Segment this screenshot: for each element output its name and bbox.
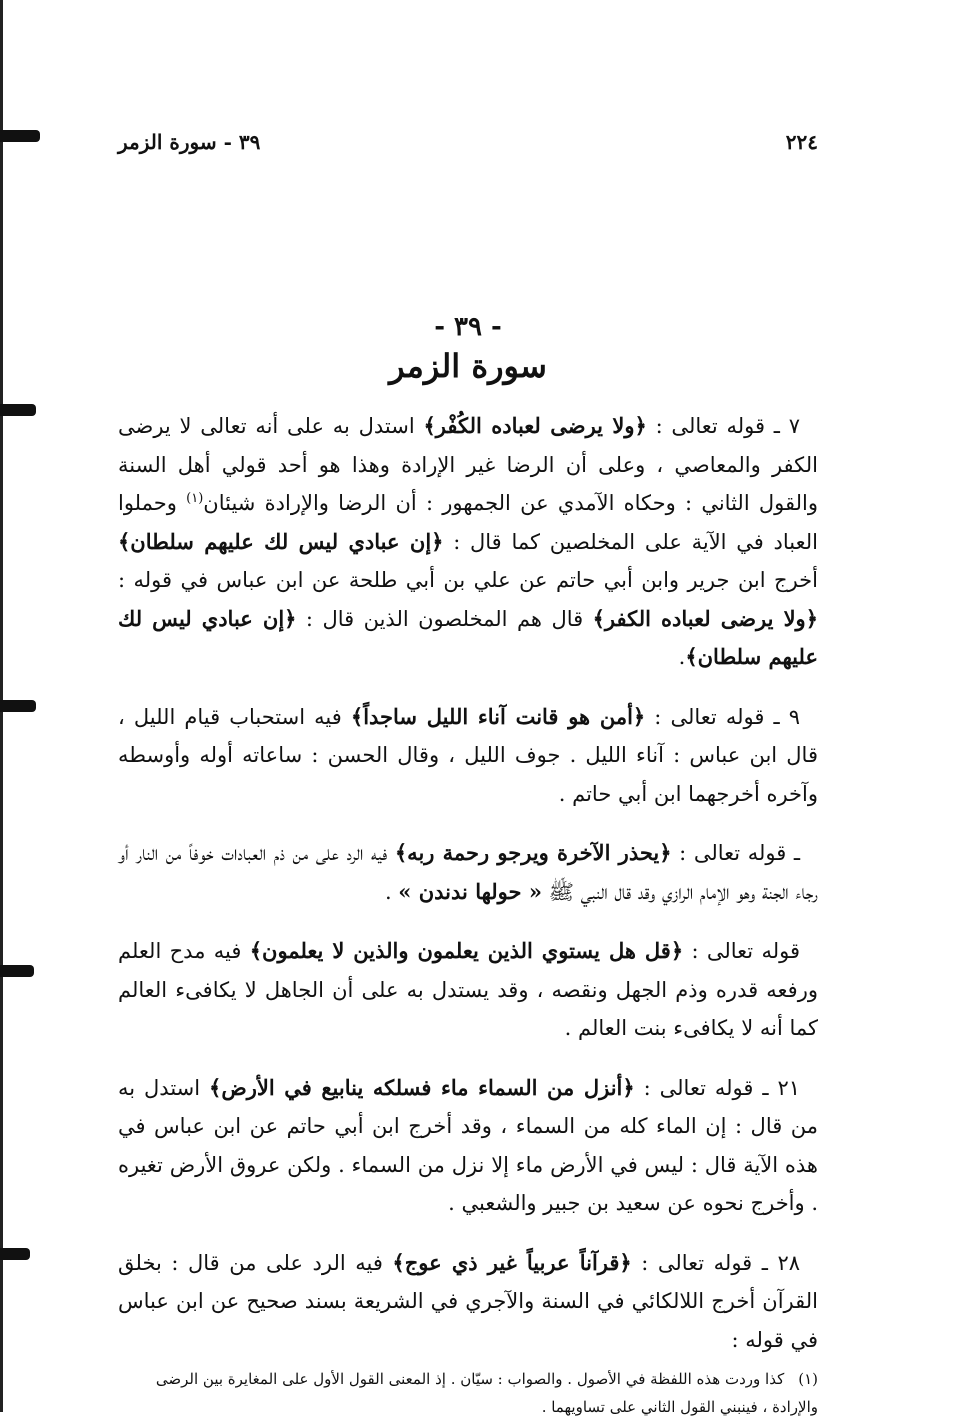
- footnote-text: كذا وردت هذه اللفظة في الأصول . والصواب : سيّان . إذ المعنى القول الأول على المغايرة بين الرضى والإرادة ، فينبني القول الثاني على تساويهما .: [155, 1370, 818, 1416]
- footnote: [118, 1365, 818, 1421]
- quran-quote: ﴿ولا يرضى لعباده الكُفْر﴾: [423, 413, 647, 438]
- footnote-number: (١): [798, 1370, 818, 1388]
- margin-mark: [0, 130, 40, 142]
- paragraph-verse-7: ٧ ـ قوله تعالى : ﴿ولا يرضى لعباده الكُفْر﴾ استدل به على أنه تعالى لا يرضى الكفر والمعاصي ، وعلى أن الرضا غير الإرادة وهذا هو أحد قولي أهل السنة والقول الثاني : وحكاه الآمدي عن الجمهور : أن الرضا والإرادة شيئان$^{(١)}$ وحملوا العباد في الآية على المخلصين كما قال : ﴿إن عبادي ليس لك عليهم سلطان﴾ أخرج ابن جرير وابن أبي حاتم عن علي بن أبي طلحة عن ابن عباس في قوله : ﴿ولا يرضى لعباده الكفر﴾ قال هم المخلصون الذين قال : ﴿إن عبادي ليس لك عليهم سلطان﴾.: [118, 413, 819, 669]
- quran-quote: ﴿إن عبادي ليس لك عليهم سلطان﴾: [118, 605, 818, 669]
- quran-quote: ﴿أمن هو قانت آناء الليل ساجداً﴾: [350, 703, 646, 729]
- margin-mark: [0, 1248, 30, 1260]
- margin-mark: [0, 965, 34, 977]
- margin-mark: [0, 700, 36, 712]
- running-title: ٣٩ - سورة الزمر: [118, 130, 261, 154]
- paragraph-verse-9b: ـ قوله تعالى : ﴿يحذر الآخرة ويرجو رحمة ربه﴾ فيه الرد على من ذم العبادات خوفاً من النار أو رجاء الجنة وهو الإمام الرازي وقد قال النبي ﷺ « حولها ندندن » .: [118, 840, 818, 904]
- running-header: [118, 130, 818, 170]
- quran-quote: ﴿ولا يرضى لعباده الكفر﴾: [592, 605, 818, 631]
- paragraph-verse-9c: قوله تعالى : ﴿قل هل يستوي الذين يعلمون والذين لا يعلمون﴾ فيه مدح العلم ورفعه قدره وذم الجهل ونقصه ، وقد يستدل به على أن الجاهل لا يكافىء العالم كما أنه لا يكافىء بنت العالم .: [118, 938, 818, 1040]
- paragraph-verse-9: ٩ ـ قوله تعالى : ﴿أمن هو قانت آناء الليل ساجداً﴾ فيه استحباب قيام الليل ، قال ابن عباس : آناء الليل . جوف الليل ، وقال الحسن : ساعاته أوله وأوسطه وآخره أخرجهما ابن أبي حاتم .: [118, 703, 818, 806]
- footnote-ref: (١): [186, 491, 204, 506]
- quran-quote: ﴿أنزل من السماء ماء فسلكه ينابيع في الأرض﴾: [209, 1074, 635, 1100]
- sura-number: - ٣٩ -: [434, 312, 502, 342]
- quran-quote: ﴿قرآناً عربياً غير ذي عوج﴾: [392, 1249, 632, 1275]
- body-text: [118, 407, 818, 1359]
- paragraph-verse-21: ٢١ ـ قوله تعالى : ﴿أنزل من السماء ماء فسلكه ينابيع في الأرض﴾ استدل به من قال : إن الماء كله من السماء ، وقد أخرج ابن أبي حاتم عن ابن عباس في هذه الآية قال : ليس في الأرض ماء إلا نزل من السماء . ولكن عروق الأرض تغيره . وأخرج نحوه عن سعيد بن جبير والشعبي .: [118, 1074, 818, 1215]
- quran-quote: ﴿قل هل يستوي الذين يعلمون والذين لا يعلمون﴾: [249, 938, 684, 963]
- page-number: ٢٢٤: [785, 130, 818, 154]
- book-page: [118, 130, 818, 1421]
- margin-mark: [0, 404, 36, 416]
- paragraph-verse-28: ٢٨ ـ قوله تعالى : ﴿قرآناً عربياً غير ذي عوج﴾ فيه الرد على من قال : بخلق القرآن أخرج اللالكائي في السنة والآجري في الشريعة بسند صحيح عن ابن عباس في قوله :: [118, 1249, 818, 1352]
- hadith-quote: « حولها ندندن »: [398, 878, 542, 904]
- footnotes: [118, 1365, 818, 1421]
- sura-title: سورة الزمر: [389, 347, 547, 385]
- quran-quote: ﴿إن عبادي ليس لك عليهم سلطان﴾: [118, 528, 444, 554]
- quran-quote: ﴿يحذر الآخرة ويرجو رحمة ربه﴾: [394, 840, 672, 865]
